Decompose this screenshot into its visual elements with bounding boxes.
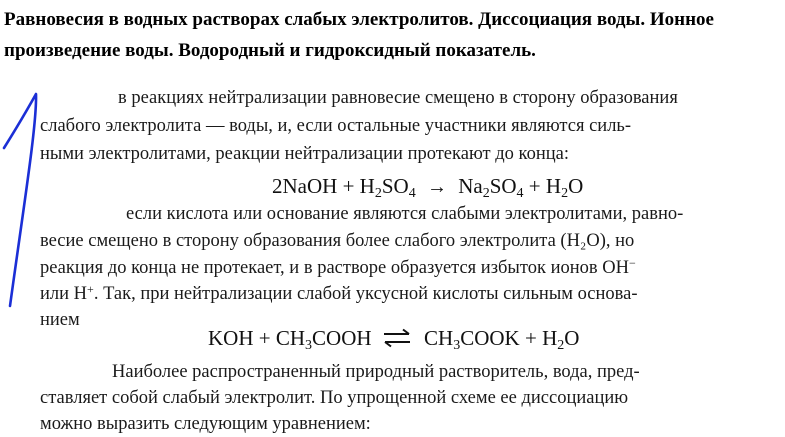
eq1-sub-d: 4	[516, 186, 524, 201]
paragraph-2-line-4	[40, 284, 638, 305]
paragraph-3-line-1: Наиболее распространенный природный растворитель, вода, пред-	[112, 362, 640, 382]
eq2-sub-a: 3	[305, 338, 313, 353]
eq1-sub-c: 2	[482, 186, 490, 201]
title-line-2: произведение воды. Водородный и гидроксидный показатель.	[4, 40, 536, 61]
title-line-1: Равновесия в водных растворах слабых электролитов. Диссоциация воды. Ионное	[4, 9, 714, 30]
paragraph-2-line-2: весие смещено в сторону образования более слабого электролита (H₂O), но	[40, 231, 635, 251]
eq2-part-c: CH	[424, 326, 454, 350]
p2-line3-text: реакция до конца не протекает, и в растворе образуется избыток ионов OH	[40, 258, 629, 278]
eq1-part-c: Na	[458, 174, 483, 198]
paragraph-2-line-1: если кислота или основание являются слабыми электролитами, равно-	[126, 204, 684, 224]
paragraph-3-line-3: можно выразить следующим уравнением:	[40, 414, 371, 434]
eq2-sub-c: 3	[453, 338, 461, 353]
paragraph-1-line-3: ными электролитами, реакции нейтрализации протекают до конца:	[40, 144, 569, 164]
eq2-part-a: KOH + CH	[208, 326, 306, 350]
paragraph-2-line-3	[40, 258, 636, 279]
paragraph-1-line-2: слабого электролита — воды, и, если остальные участники являются силь-	[40, 116, 632, 136]
eq1-part-f: O	[568, 174, 584, 198]
right-arrow-icon: →	[426, 176, 447, 198]
equilibrium-arrows-icon	[382, 328, 412, 348]
p2-line4-superscript: +	[87, 282, 94, 296]
eq1-part-e: + H	[523, 174, 562, 198]
eq1-part-d: SO	[489, 174, 517, 198]
p2-line3-superscript: −	[628, 256, 636, 270]
eq2-part-b: COOH	[312, 326, 372, 350]
eq1-sub-b: 4	[408, 186, 416, 201]
eq2-part-e: O	[564, 326, 580, 350]
equation-koh-acetic-acid	[208, 326, 579, 351]
paragraph-3-line-2: ставляет собой слабый электролит. По упрощенной схеме ее диссоциацию	[40, 388, 629, 408]
eq2-sub-d: 2	[557, 338, 565, 353]
eq2-part-d: COOK + H	[460, 326, 558, 350]
paragraph-1-line-1: в реакциях нейтрализации равновесие смещено в сторону образования	[118, 88, 678, 108]
eq1-sub-a: 2	[374, 186, 382, 201]
paragraph-2-line-5: нием	[40, 310, 80, 330]
p2-line4-text-b: . Так, при нейтрализации слабой уксусной кислоты сильным основа-	[93, 284, 638, 304]
equation-naoh-h2so4	[272, 174, 583, 199]
p2-line4-text-a: или H	[40, 284, 88, 304]
page-title	[4, 4, 784, 66]
eq1-sub-e: 2	[561, 186, 569, 201]
eq1-part-a: 2NaOH + H	[272, 174, 375, 198]
eq1-part-b: SO	[381, 174, 409, 198]
